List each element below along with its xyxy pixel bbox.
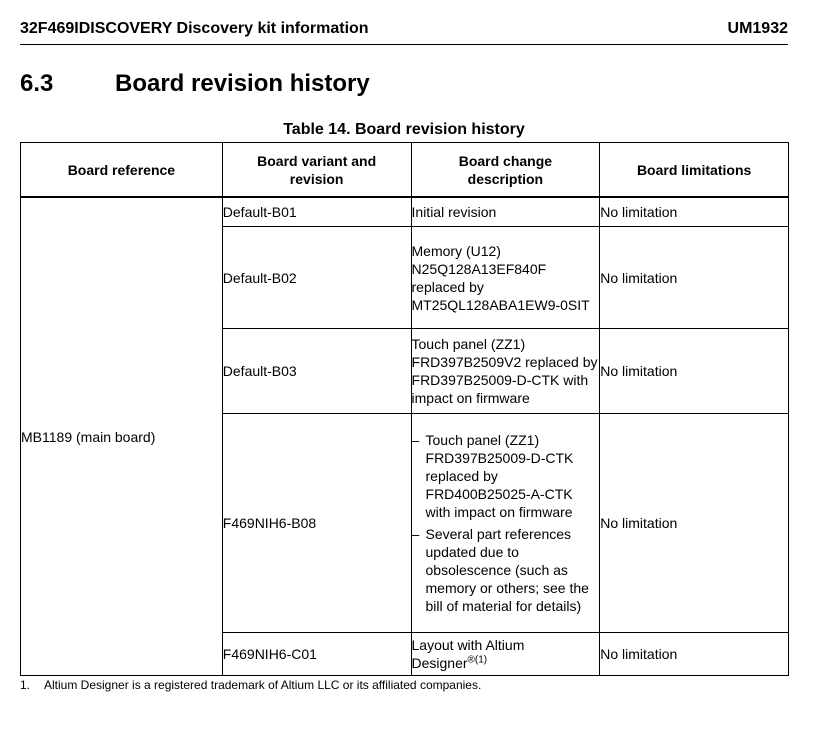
section-title: Board revision history <box>115 70 370 97</box>
change-bullet-item: – Touch panel (ZZ1) FRD397B25009-D-CTK replaced by FRD400B25025-A-CTK with impact on firmware <box>412 431 600 521</box>
board-limitation-cell: No limitation <box>600 197 789 227</box>
table-header-row <box>21 143 789 198</box>
footnote <box>20 678 788 692</box>
change-bullet-list <box>412 431 600 615</box>
footnote-number: 1. <box>20 678 31 692</box>
change-text: Layout with Altium Designer <box>411 637 525 671</box>
board-variant-cell: F469NIH6-C01 <box>222 633 411 676</box>
board-change-cell: Touch panel (ZZ1) FRD397B2509V2 replaced by FRD397B25009-D-CTK with impact on firmware <box>411 329 600 414</box>
board-limitation-cell: No limitation <box>600 414 789 633</box>
column-header-board-reference: Board reference <box>21 143 223 198</box>
board-change-cell: Memory (U12) N25Q128A13EF840F replaced by MT25QL128ABA1EW9-0SIT <box>411 227 600 329</box>
board-change-cell <box>411 633 600 676</box>
column-header-board-variant: Board variant and revision <box>222 143 411 198</box>
section-number: 6.3 <box>20 70 54 97</box>
board-limitation-cell: No limitation <box>600 227 789 329</box>
board-limitation-cell: No limitation <box>600 633 789 676</box>
board-limitation-cell: No limitation <box>600 329 789 414</box>
column-header-board-change: Board change description <box>411 143 600 198</box>
footnote-text: Altium Designer is a registered trademark of Altium LLC or its affiliated companies. <box>44 678 482 692</box>
board-variant-cell: Default-B02 <box>222 227 411 329</box>
page-header <box>20 20 788 45</box>
board-variant-cell: Default-B03 <box>222 329 411 414</box>
board-variant-cell: Default-B01 <box>222 197 411 227</box>
board-reference-cell: MB1189 (main board) <box>21 197 223 676</box>
section-heading <box>20 70 788 98</box>
document-code: UM1932 <box>727 20 788 37</box>
table-caption: Table 14. Board revision history <box>283 121 525 138</box>
board-change-cell: Initial revision <box>411 197 600 227</box>
document-title: 32F469IDISCOVERY Discovery kit information <box>20 20 369 37</box>
table-row <box>21 197 789 227</box>
board-change-cell <box>411 414 600 633</box>
footnote-reference: ®(1) <box>467 654 488 666</box>
board-variant-cell: F469NIH6-B08 <box>222 414 411 633</box>
board-revision-table <box>20 142 789 676</box>
column-header-board-limitations: Board limitations <box>600 143 789 198</box>
change-bullet-item: – Several part references updated due to obsolescence (such as memory or others; see the bill of material for details) <box>412 525 600 615</box>
